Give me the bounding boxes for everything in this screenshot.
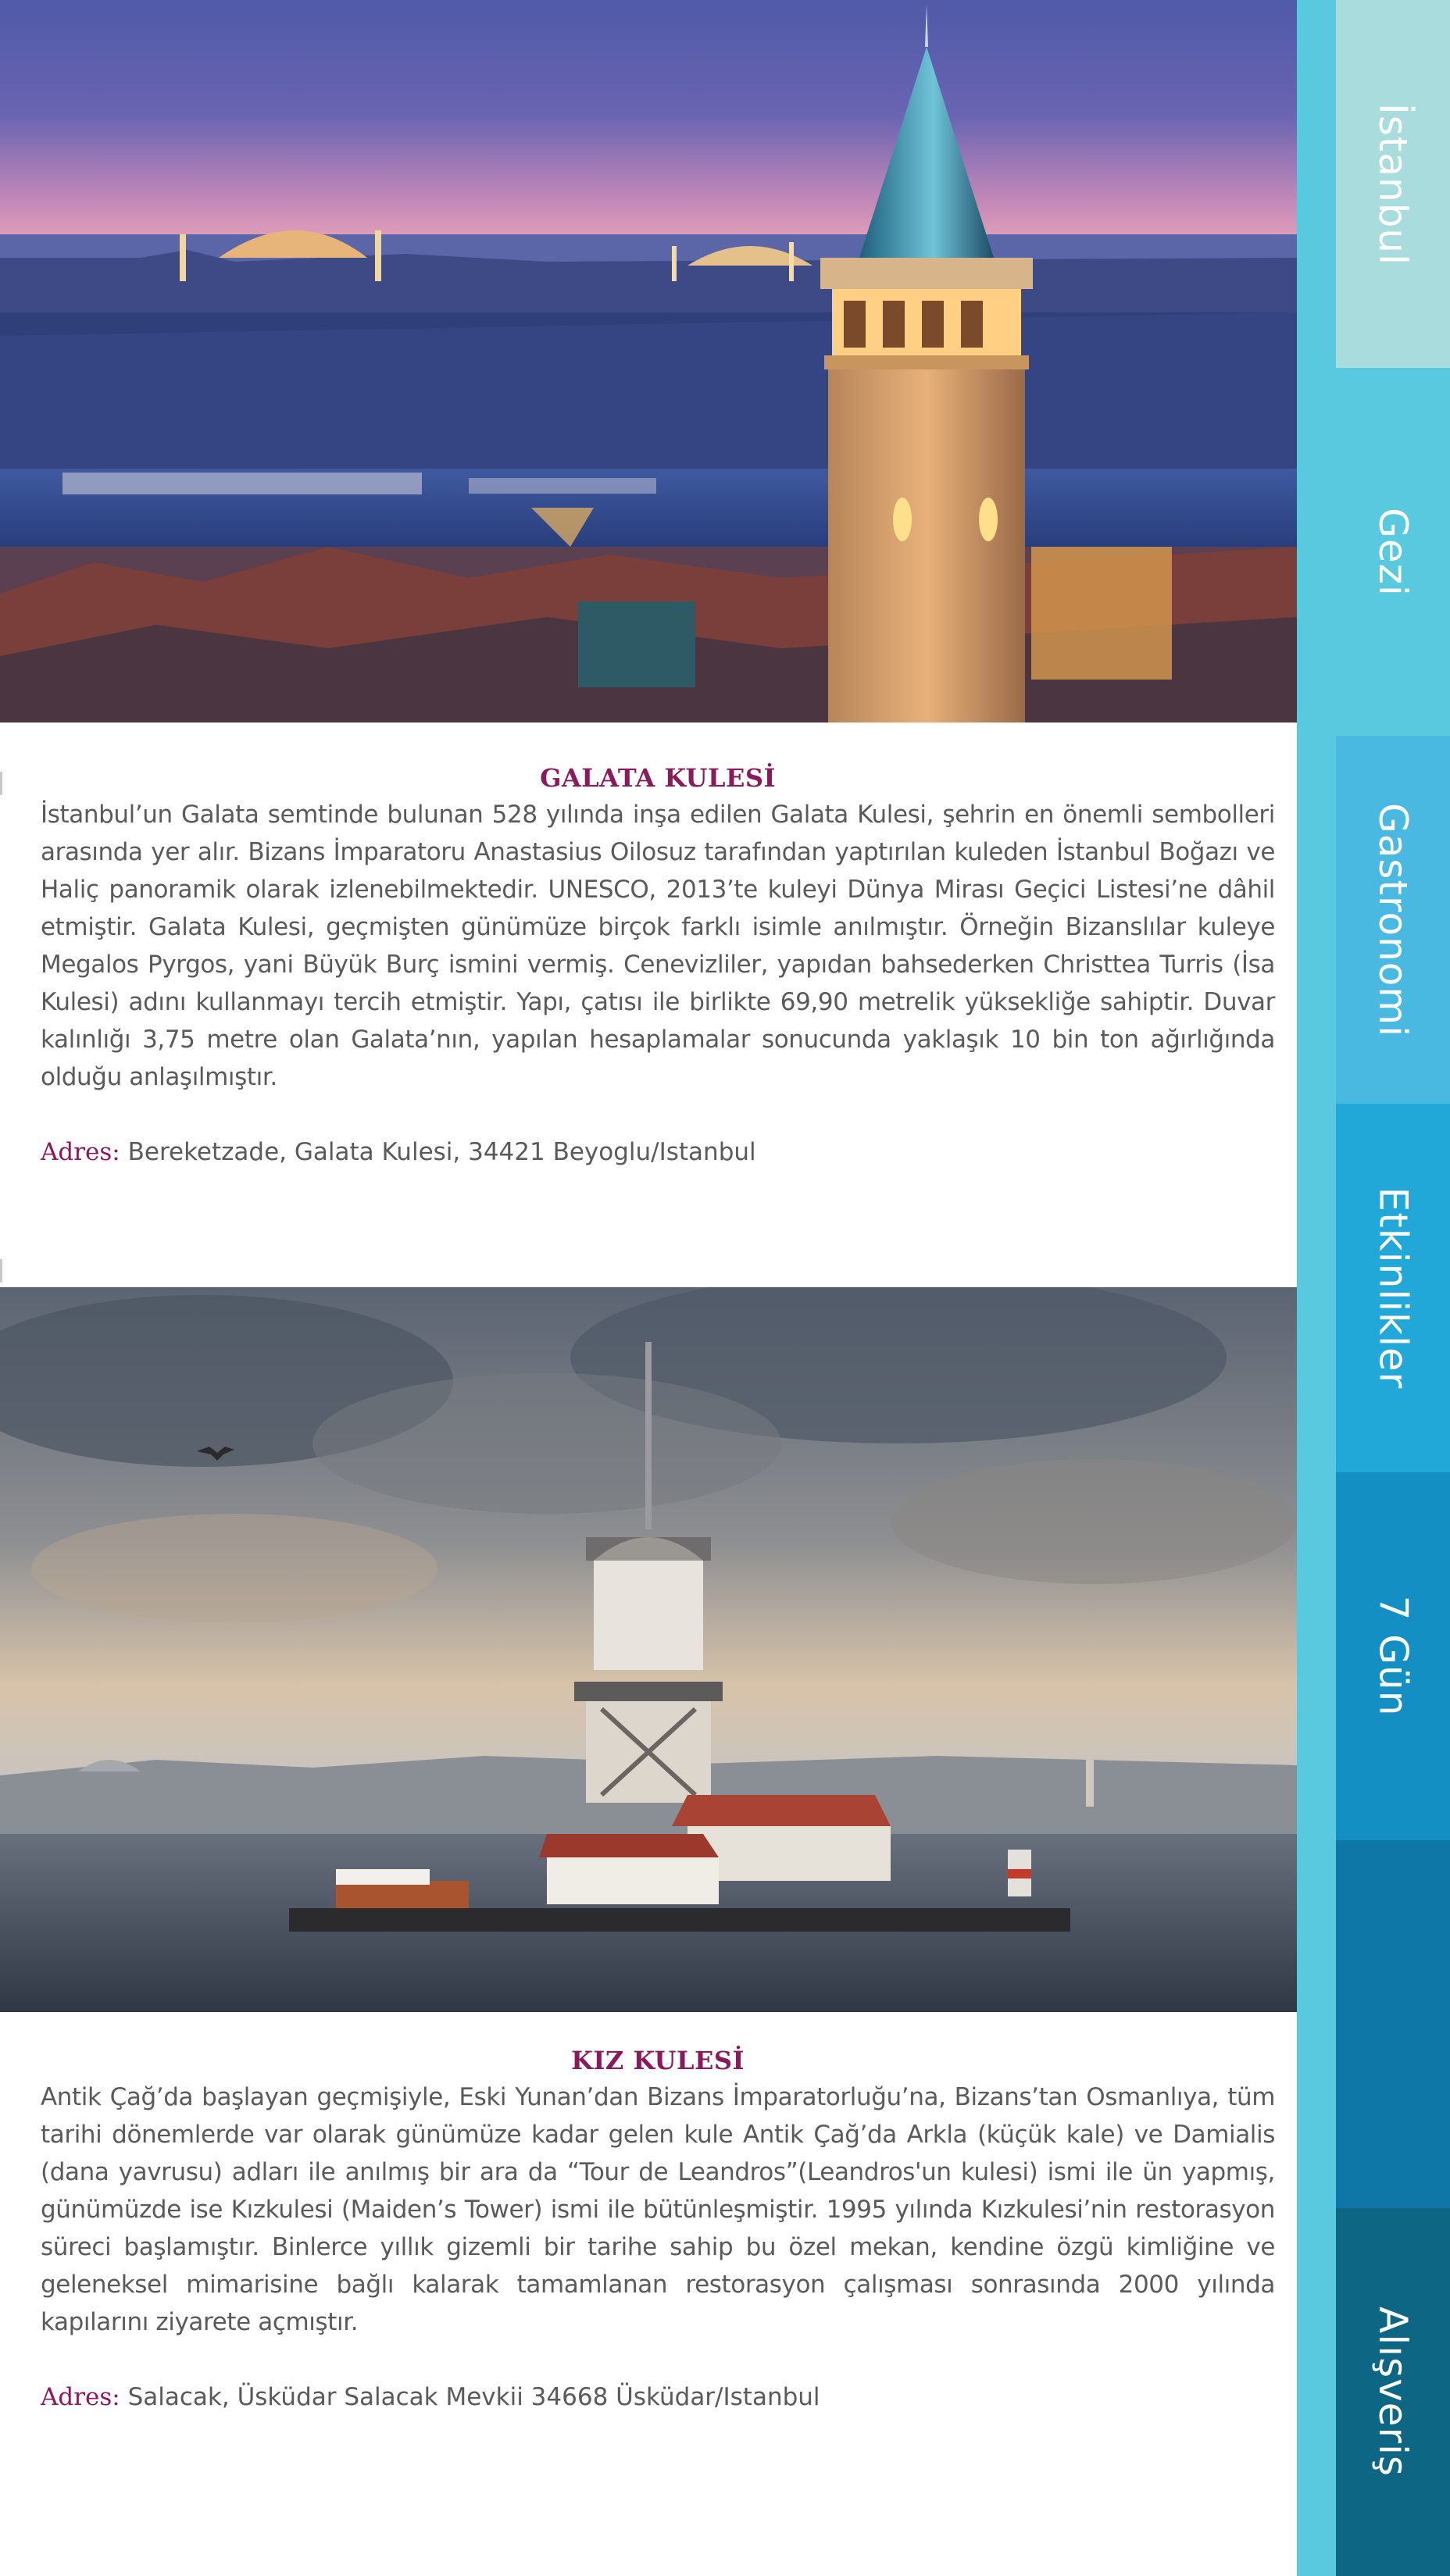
article-body: Antik Çağ’da başlayan geçmişiyle, Eski Yunan’dan Bizans İmparatorluğu’na, Bizans’tan Osmanlıya, tüm tarihi dönemlerde var olarak günümüze kadar gelen kule Antik Çağ’da Arkla (küçük kale) ve Damialis (dana yavrusu) adları ile anılmış bir ara da “Tour de Leandros”(Leandros'un kulesi) ismi ile ün yapmış, günümüzde ise Kızkulesi (Maiden’s Tower) ismi ile bütünleşmiştir. 1995 yılında Kızkulesi’nin restorasyon süreci başlamıştır. Binlerce yıllık gizemli bir tarihe sahip bu özel mekan, kendine özgü kimliğine ve geleneksel mimarisine bağlı kalarak tamamlanan restorasyon çalışması sonrasında 2000 yılında kapılarını ziyarete açmıştır. (41, 2083, 1275, 2336)
address-line (41, 2378, 1275, 2416)
address-label: Adres: (41, 1138, 120, 1166)
address-line (41, 1133, 1275, 1171)
address-value: Bereketzade, Galata Kulesi, 34421 Beyoglu/Istanbul (127, 1138, 756, 1166)
article-title: KIZ KULESİ (571, 2046, 745, 2075)
tab-label: 7 Gün (1370, 1595, 1416, 1717)
tab-etkinlikler[interactable] (1336, 1104, 1450, 1472)
tab-7-gun[interactable] (1336, 1472, 1450, 1840)
address-value: Salacak, Üsküdar Salacak Mevkii 34668 Üsküdar/Istanbul (127, 2383, 820, 2411)
category-sidebar (1297, 0, 1450, 2576)
galata-article (41, 762, 1275, 1171)
tab-blank[interactable] (1336, 1840, 1450, 2208)
article-title: GALATA KULESİ (540, 763, 776, 793)
tab-label: Etkinlikler (1370, 1186, 1416, 1390)
margin-mark (0, 772, 2, 795)
maidens-tower-photo (0, 1287, 1297, 2012)
tab-gezi[interactable] (1336, 368, 1450, 736)
tab-alisveris[interactable] (1336, 2208, 1450, 2576)
tab-label: Alışveriş (1370, 2307, 1416, 2478)
tab-gastronomi[interactable] (1336, 736, 1450, 1104)
article-body: İstanbul’un Galata semtinde bulunan 528 yılında inşa edilen Galata Kulesi, şehrin en önemli sembolleri arasında yer alır. Bizans İmparatoru Anastasius Oilosuz tarafından yaptırılan kuleden İstanbul Boğazı ve Haliç panoramik olarak izlenebilmektedir. UNESCO, 2013’te kuleyi Dünya Mirası Geçici Listesi’ne dâhil etmiştir. Galata Kulesi, geçmişten günümüze birçok farklı isimle anılmıştır. Örneğin Bizanslılar kuleye Megalos Pyrgos, yani Büyük Burç ismini vermiş. Cenevizliler, yapıdan bahsederken Christtea Turris (İsa Kulesi) adını kullanmayı tercih etmiştir. Yapı, çatısı ile birlikte 69,90 metrelik yüksekliğe sahiptir. Duvar kalınlığı 3,75 metre olan Galata’nın, yapılan hesaplamalar sonucunda yaklaşık 10 bin ton ağırlığında olduğu anlaşılmıştır. (41, 801, 1275, 1091)
margin-mark (0, 1259, 2, 1283)
tab-label: Gezi (1370, 507, 1416, 597)
galata-tower-photo (0, 0, 1297, 722)
tab-label: Gastronomi (1370, 802, 1416, 1037)
address-label: Adres: (41, 2383, 120, 2411)
tab-label: İstanbul (1370, 102, 1416, 266)
maidens-tower-article (41, 2044, 1275, 2416)
tab-istanbul[interactable] (1336, 0, 1450, 368)
